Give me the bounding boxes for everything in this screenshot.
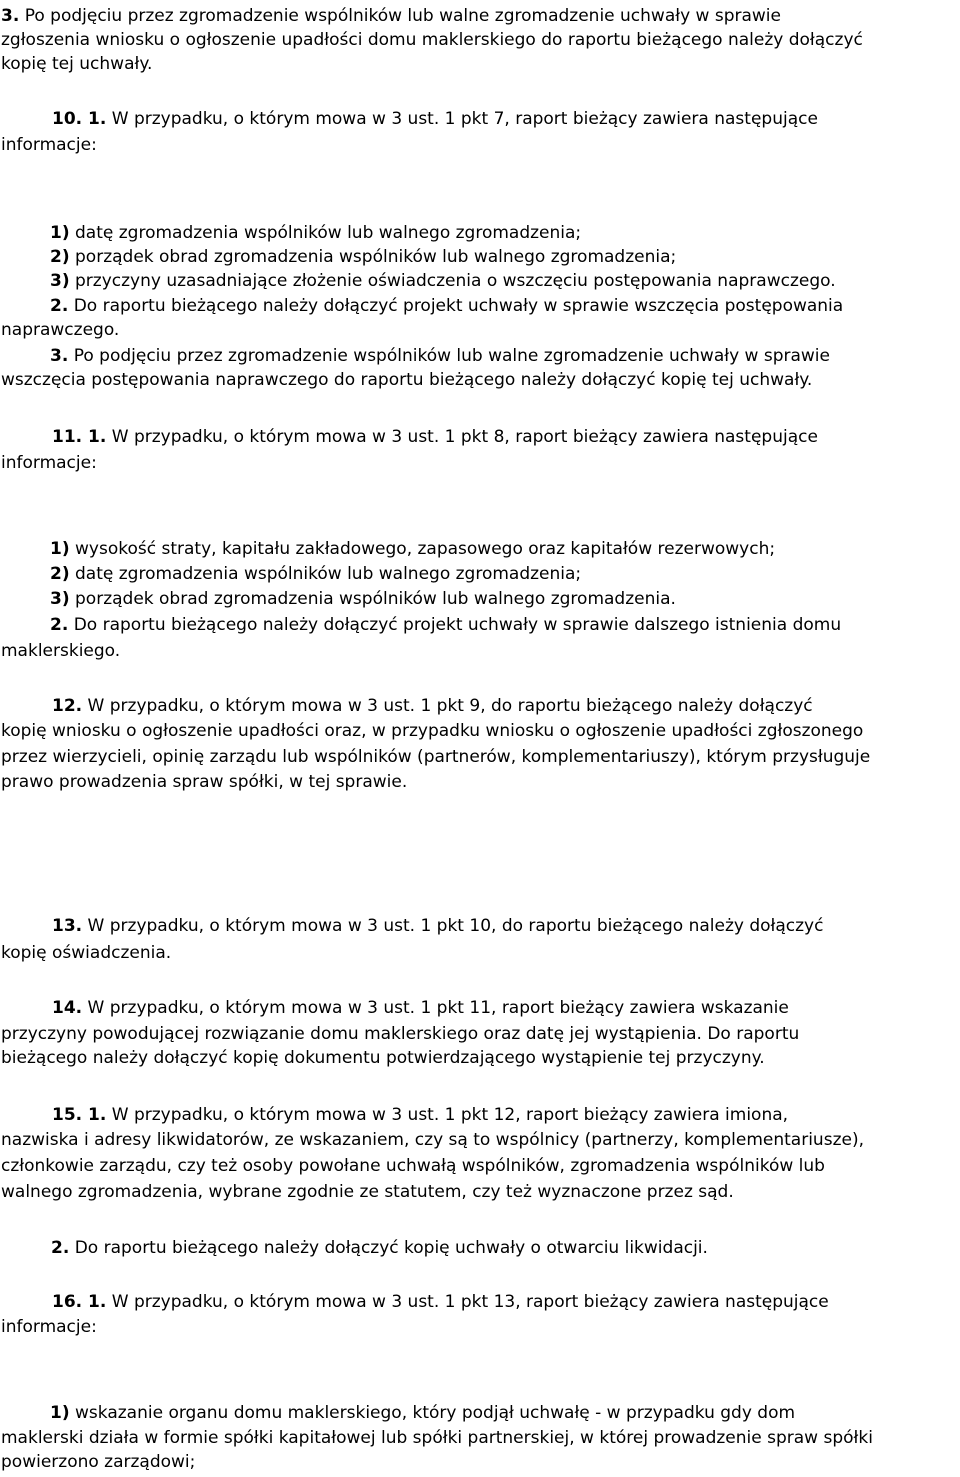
paragraph-line [50,294,843,318]
list-item-number: 2) [50,564,70,584]
paragraph-line [1,1315,97,1339]
list-item-number: 2) [50,247,70,267]
paragraph-number: 2. [50,615,69,635]
paragraph-line [52,107,818,131]
list-item [50,269,836,293]
paragraph-line [1,639,120,663]
paragraph-line [1,1180,734,1204]
paragraph-line [1,133,97,157]
list-item-text: wskazanie organu domu maklerskiego, który podjął uchwałę - w przypadku gdy dom [69,1403,796,1423]
paragraph-text: W przypadku, o którym mowa w 3 ust. 1 pkt 11, raport bieżący zawiera wskazanie [82,998,789,1018]
paragraph-text: Po podjęciu przez zgromadzenie wspólników lub walne zgromadzenie uchwały w sprawie [19,6,781,26]
paragraph-text: W przypadku, o którym mowa w 3 ust. 1 pkt 7, raport bieżący zawiera następujące [106,109,818,129]
paragraph-line [52,425,818,449]
paragraph-line [1,1450,195,1474]
list-item-text: porządek obrad zgromadzenia wspólników lub walnego zgromadzenia. [69,589,676,609]
list-item-number: 1) [50,539,70,559]
list-item [50,1401,795,1425]
paragraph-text: W przypadku, o którym mowa w 3 ust. 1 pkt 12, raport bieżący zawiera imiona, [106,1105,789,1125]
paragraph-line [1,941,171,965]
paragraph-text: walnego zgromadzenia, wybrane zgodnie ze statutem, czy też wyznaczone przez sąd. [1,1182,734,1202]
paragraph-number: 13. [52,916,83,936]
paragraph-text: powierzono zarządowi; [1,1452,196,1472]
paragraph-line [52,1290,829,1314]
list-item [50,537,775,561]
paragraph-number: 3. [1,6,20,26]
paragraph-number: 12. [52,696,83,716]
paragraph-line [50,613,841,637]
list-item-number: 1) [50,223,70,243]
paragraph-text: zgłoszenia wniosku o ogłoszenie upadłości domu maklerskiego do raportu bieżącego należy dołączyć [1,30,863,50]
list-item-number: 3) [50,589,70,609]
list-item-text: wysokość straty, kapitału zakładowego, zapasowego oraz kapitałów rezerwowych; [69,539,776,559]
paragraph-text: Do raportu bieżącego należy dołączyć projekt uchwały w sprawie dalszego istnienia domu [68,615,842,635]
paragraph-text: informacje: [1,135,97,155]
paragraph-line [1,1046,765,1070]
paragraph-line [51,1236,708,1260]
paragraph-text: naprawczego. [1,320,120,340]
list-item [50,221,581,245]
paragraph-line [1,719,863,743]
list-item-number: 3) [50,271,70,291]
paragraph-number: 10. 1. [52,109,107,129]
paragraph-line [1,745,870,769]
paragraph-line [1,1154,825,1178]
paragraph-line [1,451,97,475]
paragraph-number: 15. 1. [52,1105,107,1125]
paragraph-text: kopię oświadczenia. [1,943,172,963]
paragraph-number: 14. [52,998,83,1018]
list-item [50,562,581,586]
paragraph-text: W przypadku, o którym mowa w 3 ust. 1 pkt 9, do raportu bieżącego należy dołączyć [82,696,813,716]
paragraph-text: przez wierzycieli, opinię zarządu lub wspólników (partnerów, komplementariuszy), którym przysługuje [1,747,871,767]
paragraph-line [1,28,863,52]
paragraph-line [52,1103,788,1127]
paragraph-line [1,368,812,392]
paragraph-text: W przypadku, o którym mowa w 3 ust. 1 pkt 13, raport bieżący zawiera następujące [106,1292,829,1312]
list-item-text: porządek obrad zgromadzenia wspólników lub walnego zgromadzenia; [69,247,677,267]
paragraph-text: nazwiska i adresy likwidatorów, ze wskazaniem, czy są to wspólnicy (partnerzy, komplementariusze), [1,1130,864,1150]
paragraph-number: 2. [50,296,69,316]
list-item-text: przyczyny uzasadniające złożenie oświadczenia o wszczęciu postępowania naprawczego. [69,271,836,291]
paragraph-line [52,694,813,718]
paragraph-text: członkowie zarządu, czy też osoby powołane uchwałą wspólników, zgromadzenia wspólników lub [1,1156,825,1176]
paragraph-text: prawo prowadzenia spraw spółki, w tej sprawie. [1,772,408,792]
paragraph-number: 16. 1. [52,1292,107,1312]
paragraph-line [1,4,781,28]
paragraph-line [1,770,407,794]
paragraph-line [52,914,823,938]
paragraph-text: informacje: [1,1317,97,1337]
paragraph-text: przyczyny powodującej rozwiązanie domu maklerskiego oraz datę jej wystąpienia. Do raportu [1,1024,800,1044]
list-item [50,587,676,611]
paragraph-text: informacje: [1,453,97,473]
paragraph-text: wszczęcia postępowania naprawczego do raportu bieżącego należy dołączyć kopię tej uchwały. [1,370,813,390]
paragraph-text: kopię tej uchwały. [1,54,153,74]
paragraph-line [1,1426,873,1450]
paragraph-line [50,344,830,368]
paragraph-number: 3. [50,346,69,366]
paragraph-line [1,1128,864,1152]
paragraph-text: W przypadku, o którym mowa w 3 ust. 1 pkt 10, do raportu bieżącego należy dołączyć [82,916,824,936]
paragraph-number: 11. 1. [52,427,107,447]
list-item-number: 1) [50,1403,70,1423]
paragraph-line [52,996,789,1020]
list-item [50,245,676,269]
paragraph-text: bieżącego należy dołączyć kopię dokumentu potwierdzającego wystąpienie tej przyczyny. [1,1048,765,1068]
paragraph-line [1,52,152,76]
paragraph-text: Po podjęciu przez zgromadzenie wspólników lub walne zgromadzenie uchwały w sprawie [68,346,830,366]
paragraph-text: maklerski działa w formie spółki kapitałowej lub spółki partnerskiej, w której prowadzenie spraw spółki [1,1428,873,1448]
paragraph-text: kopię wniosku o ogłoszenie upadłości oraz, w przypadku wniosku o ogłoszenie upadłości zgłoszonego [1,721,864,741]
paragraph-text: W przypadku, o którym mowa w 3 ust. 1 pkt 8, raport bieżący zawiera następujące [106,427,818,447]
list-item-text: datę zgromadzenia wspólników lub walnego zgromadzenia; [69,564,582,584]
paragraph-line [1,318,119,342]
paragraph-text: Do raportu bieżącego należy dołączyć kopię uchwały o otwarciu likwidacji. [69,1238,708,1258]
paragraph-text: maklerskiego. [1,641,121,661]
paragraph-number: 2. [51,1238,70,1258]
paragraph-line [1,1022,799,1046]
paragraph-text: Do raportu bieżącego należy dołączyć projekt uchwały w sprawie wszczęcia postępowania [68,296,844,316]
list-item-text: datę zgromadzenia wspólników lub walnego zgromadzenia; [69,223,582,243]
